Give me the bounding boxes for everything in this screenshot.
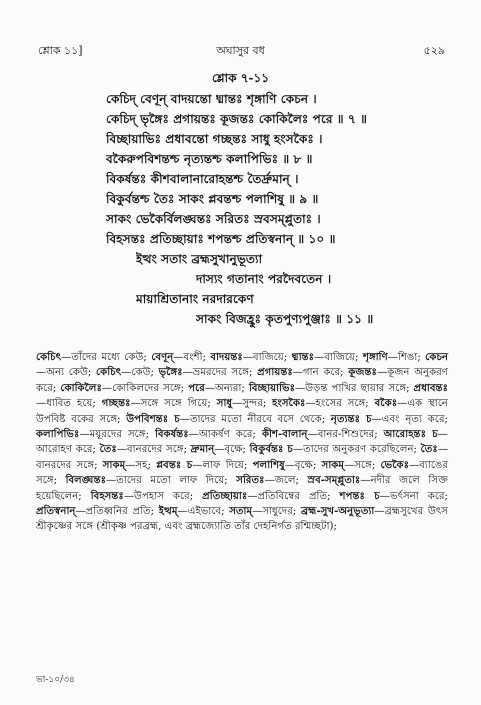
sanskrit-word: প্রতিচ্ছায়াঃ [202, 489, 248, 502]
word-meaning: —ব্রহ্মসুখের উৎস শ্রীকৃষ্ণের সঙ্গে (শ্রীকৃষ্ণ পরব্রহ্ম, এবং ব্রহ্মজ্যোতি তাঁর দেহনির্গত রশ্মিচ্ছটা); [36, 506, 449, 533]
verse-line: বকৈরুপবিশন্তশ্চ নৃত্যন্তশ্চ কলাপিভিঃ ॥ ৮ ॥ [106, 152, 313, 166]
word-meaning: —হংসের সঙ্গে; [305, 398, 375, 410]
word-meaning: —আরোহণ করে; [36, 429, 448, 456]
sanskrit-word: পরে [188, 381, 205, 394]
word-meaning: —তাদের মতো লাফ দিয়ে; [106, 475, 237, 487]
header-verse-ref: শ্লোক ১১] [38, 44, 83, 57]
sanskrit-word: গচ্ছন্তঃ [101, 397, 131, 410]
word-meaning: —সঙ্গে; [344, 459, 381, 471]
verse-line: সাকং বিজহ্রুঃ কৃতপুণ্যপুঞ্জাঃ ॥ ১১ ॥ [196, 312, 374, 326]
word-meaning: —লাফ দিয়ে; [192, 459, 253, 471]
sanskrit-word: নৃত্যন্তঃ চ [330, 412, 372, 425]
footer-signature: ভা-১০/৩৪ [36, 675, 75, 685]
sanskrit-word: কেচিৎ [36, 351, 62, 363]
sanskrit-word: কূজন্তঃ [348, 366, 377, 379]
sanskrit-word: কীশ-বালান্ [261, 428, 308, 441]
sanskrit-word: পলাশিষু [252, 458, 285, 471]
sanskrit-word: বিকর্ষন্তঃ [154, 428, 189, 441]
sanskrit-word: সাকম্ [102, 458, 126, 471]
sanskrit-word: প্রধাবন্তঃ [413, 381, 449, 394]
word-meaning: —উড়ন্ত পাখির ছায়ার সঙ্গে; [295, 382, 414, 394]
sanskrit-word: প্রগায়ন্তঃ [257, 366, 293, 379]
sanskrit-word: শৃঙ্গাণি [362, 351, 388, 363]
sanskrit-word: ভেকৈঃ [380, 458, 410, 471]
word-meaning: —উপহাস করে; [123, 490, 203, 502]
word-meaning: —এবং নৃত্য করে; [371, 413, 448, 425]
word-for-word-translation [36, 350, 448, 535]
word-meaning: —তাঁদের মধ্যে কেউ; [61, 352, 152, 363]
sanskrit-word: সাধু [216, 397, 233, 410]
sanskrit-word: ধ্মান্তঃ [291, 351, 315, 363]
sanskrit-word: প্রতিস্বনান্ [36, 505, 76, 518]
word-meaning: —তাদের অনুকরণ করেছিলেন; [292, 444, 421, 456]
sanskrit-word: তৈঃ [420, 443, 438, 456]
word-meaning: —বানরদের সঙ্গে; [36, 444, 448, 471]
sanskrit-word: স্রব-সম্প্লুতাঃ [307, 474, 361, 487]
sanskrit-word: তৈঃ [99, 443, 117, 456]
page-number: ৫২৯ [423, 44, 445, 57]
sanskrit-word: বকৈঃ [374, 397, 398, 410]
verse-line: কেচিদ্ ভৃঙ্গৈঃ প্রগায়ন্তঃ কূজন্তঃ কোকিলৈঃ পরে ॥ ৭ ॥ [106, 112, 367, 126]
word-meaning: —বাজিয়ে; [314, 352, 363, 363]
word-meaning: —সহ; [125, 459, 157, 471]
verse-heading: শ্লোক ৭-১১ [211, 71, 270, 85]
word-meaning: —কেউ; [121, 367, 159, 379]
word-meaning: —গান করে; [292, 367, 349, 379]
word-meaning: —কূজন অনুকরণ করে; [36, 367, 448, 394]
word-meaning: —বৃক্ষে; [284, 459, 322, 471]
verse-line: বিচ্ছায়াভিঃ প্রধাবন্তো গচ্ছন্তঃ সাধু হংসকৈঃ । [106, 132, 323, 146]
word-meaning: —সুন্দর; [232, 398, 273, 410]
sanskrit-word: প্লবন্তঃ চ [156, 458, 193, 471]
word-meaning: —নদীর জলে সিক্ত হয়েছিলেন; [36, 475, 448, 502]
verse-line: বিহসন্তঃ প্রতিচ্ছায়াঃ শপন্তশ্চ প্রতিস্বনান্ ॥ ১০ ॥ [106, 232, 336, 246]
word-meaning: —প্রতিধ্বনির প্রতি; [75, 506, 159, 518]
word-meaning: —ময়ূরদের সঙ্গে; [79, 429, 155, 441]
sanskrit-word: সরিতঃ [236, 474, 265, 487]
word-meaning: —ব্যাঙের সঙ্গে; [36, 459, 448, 487]
sanskrit-word: বিচ্ছায়াভিঃ [248, 381, 296, 394]
sanskrit-word: বাদয়ন্তঃ [210, 351, 243, 363]
word-meaning: —বাজিয়ে; [242, 352, 292, 363]
sanskrit-word: হংসকৈঃ [272, 397, 306, 410]
word-meaning: —বানরদের সঙ্গে; [116, 444, 191, 456]
sanskrit-word: সতাম্ [229, 505, 253, 518]
word-meaning: —বংশী; [173, 352, 211, 363]
verse-line: মায়াশ্রিতানাং নরদারকেণ [136, 292, 254, 306]
sanskrit-word: কেচিৎ [96, 366, 122, 379]
sanskrit-word: উপবিশন্তঃ চ [126, 412, 180, 425]
word-meaning: —শিঙা; [387, 352, 426, 363]
sanskrit-word: বিহসন্তঃ [90, 489, 124, 502]
verse-line: বিকুর্বন্তশ্চ তৈঃ সাকং প্লবন্তশ্চ পলাশিষু ॥ ৯ ॥ [106, 192, 319, 206]
word-meaning: —অন্যরা; [204, 382, 249, 394]
word-meaning: —ধাবিত হয়ে; [36, 398, 102, 410]
sanskrit-word: বেণূন্ [151, 351, 174, 363]
header-chapter-title: অঘাসুর বধ [216, 44, 265, 57]
verse-line: দাস্যং গতানাং পরদৈবতেন । [196, 272, 332, 286]
word-meaning: —ভ্রমরদের সঙ্গে; [182, 367, 258, 379]
word-meaning: —জলে; [264, 475, 308, 487]
word-meaning: —কোকিলদের সঙ্গে; [101, 382, 189, 394]
word-meaning: —সাধুদের; [252, 506, 301, 518]
word-meaning: —এক স্থানে উপবিষ্ট বকের সঙ্গে; [36, 398, 448, 425]
verse-line: কেচিদ্ বেণূন্ বাদয়ন্তো ধ্মান্তঃ শৃঙ্গাণি কেচন । [106, 92, 317, 106]
sanskrit-word: ব্রহ্ম-সুখ-অনুভূত্যা [300, 505, 375, 518]
word-meaning: —বৃক্ষে; [214, 444, 250, 456]
sanskrit-word: ইত্থম্ [158, 505, 178, 518]
word-meaning: —তাদের মতো নীরবে বসে থেকে; [179, 413, 331, 425]
sanskrit-word: শপন্তঃ চ [339, 489, 380, 502]
sanskrit-word: বিকুর্বন্তঃ চ [249, 443, 293, 456]
verse-line: ইত্থং সতাং ব্রহ্মসুখানুভূত্যা [136, 252, 263, 266]
verse-line: সাকং ভেকৈর্বিলঙ্ঘন্তঃ সরিতঃ স্রবসম্প্লুতাঃ । [106, 212, 321, 226]
sanskrit-word: কোকিলৈঃ [60, 381, 102, 394]
sanskrit-word: দ্রুমান্ [190, 443, 215, 456]
sanskrit-word: বিলঙ্ঘন্তঃ [65, 474, 107, 487]
sanskrit-word: সাকম্ [321, 458, 345, 471]
verse-line: বিকর্ষন্তঃ কীশবালানারোহন্তশ্চ তৈর্দ্রুমান্ । [106, 172, 299, 186]
sanskrit-word: ভৃঙ্গৈঃ [158, 366, 183, 379]
word-meaning: —আকর্ষণ করে; [188, 429, 262, 441]
word-meaning: —অন্য কেউ; [36, 367, 97, 379]
word-meaning: —বানর-শিশুদের; [307, 429, 384, 441]
word-meaning: —সঙ্গে সঙ্গে গিয়ে; [130, 398, 217, 410]
sanskrit-word: কলাপিভিঃ [36, 428, 80, 441]
word-meaning: —এইভাবে; [177, 506, 230, 518]
word-meaning: —ভর্ৎসনা করে; [379, 490, 448, 502]
sanskrit-word: কেচন [425, 351, 449, 363]
sanskrit-word: আরোহন্তঃ চ [383, 428, 438, 441]
word-meaning: —প্রতিবিম্বের প্রতি; [247, 490, 340, 502]
